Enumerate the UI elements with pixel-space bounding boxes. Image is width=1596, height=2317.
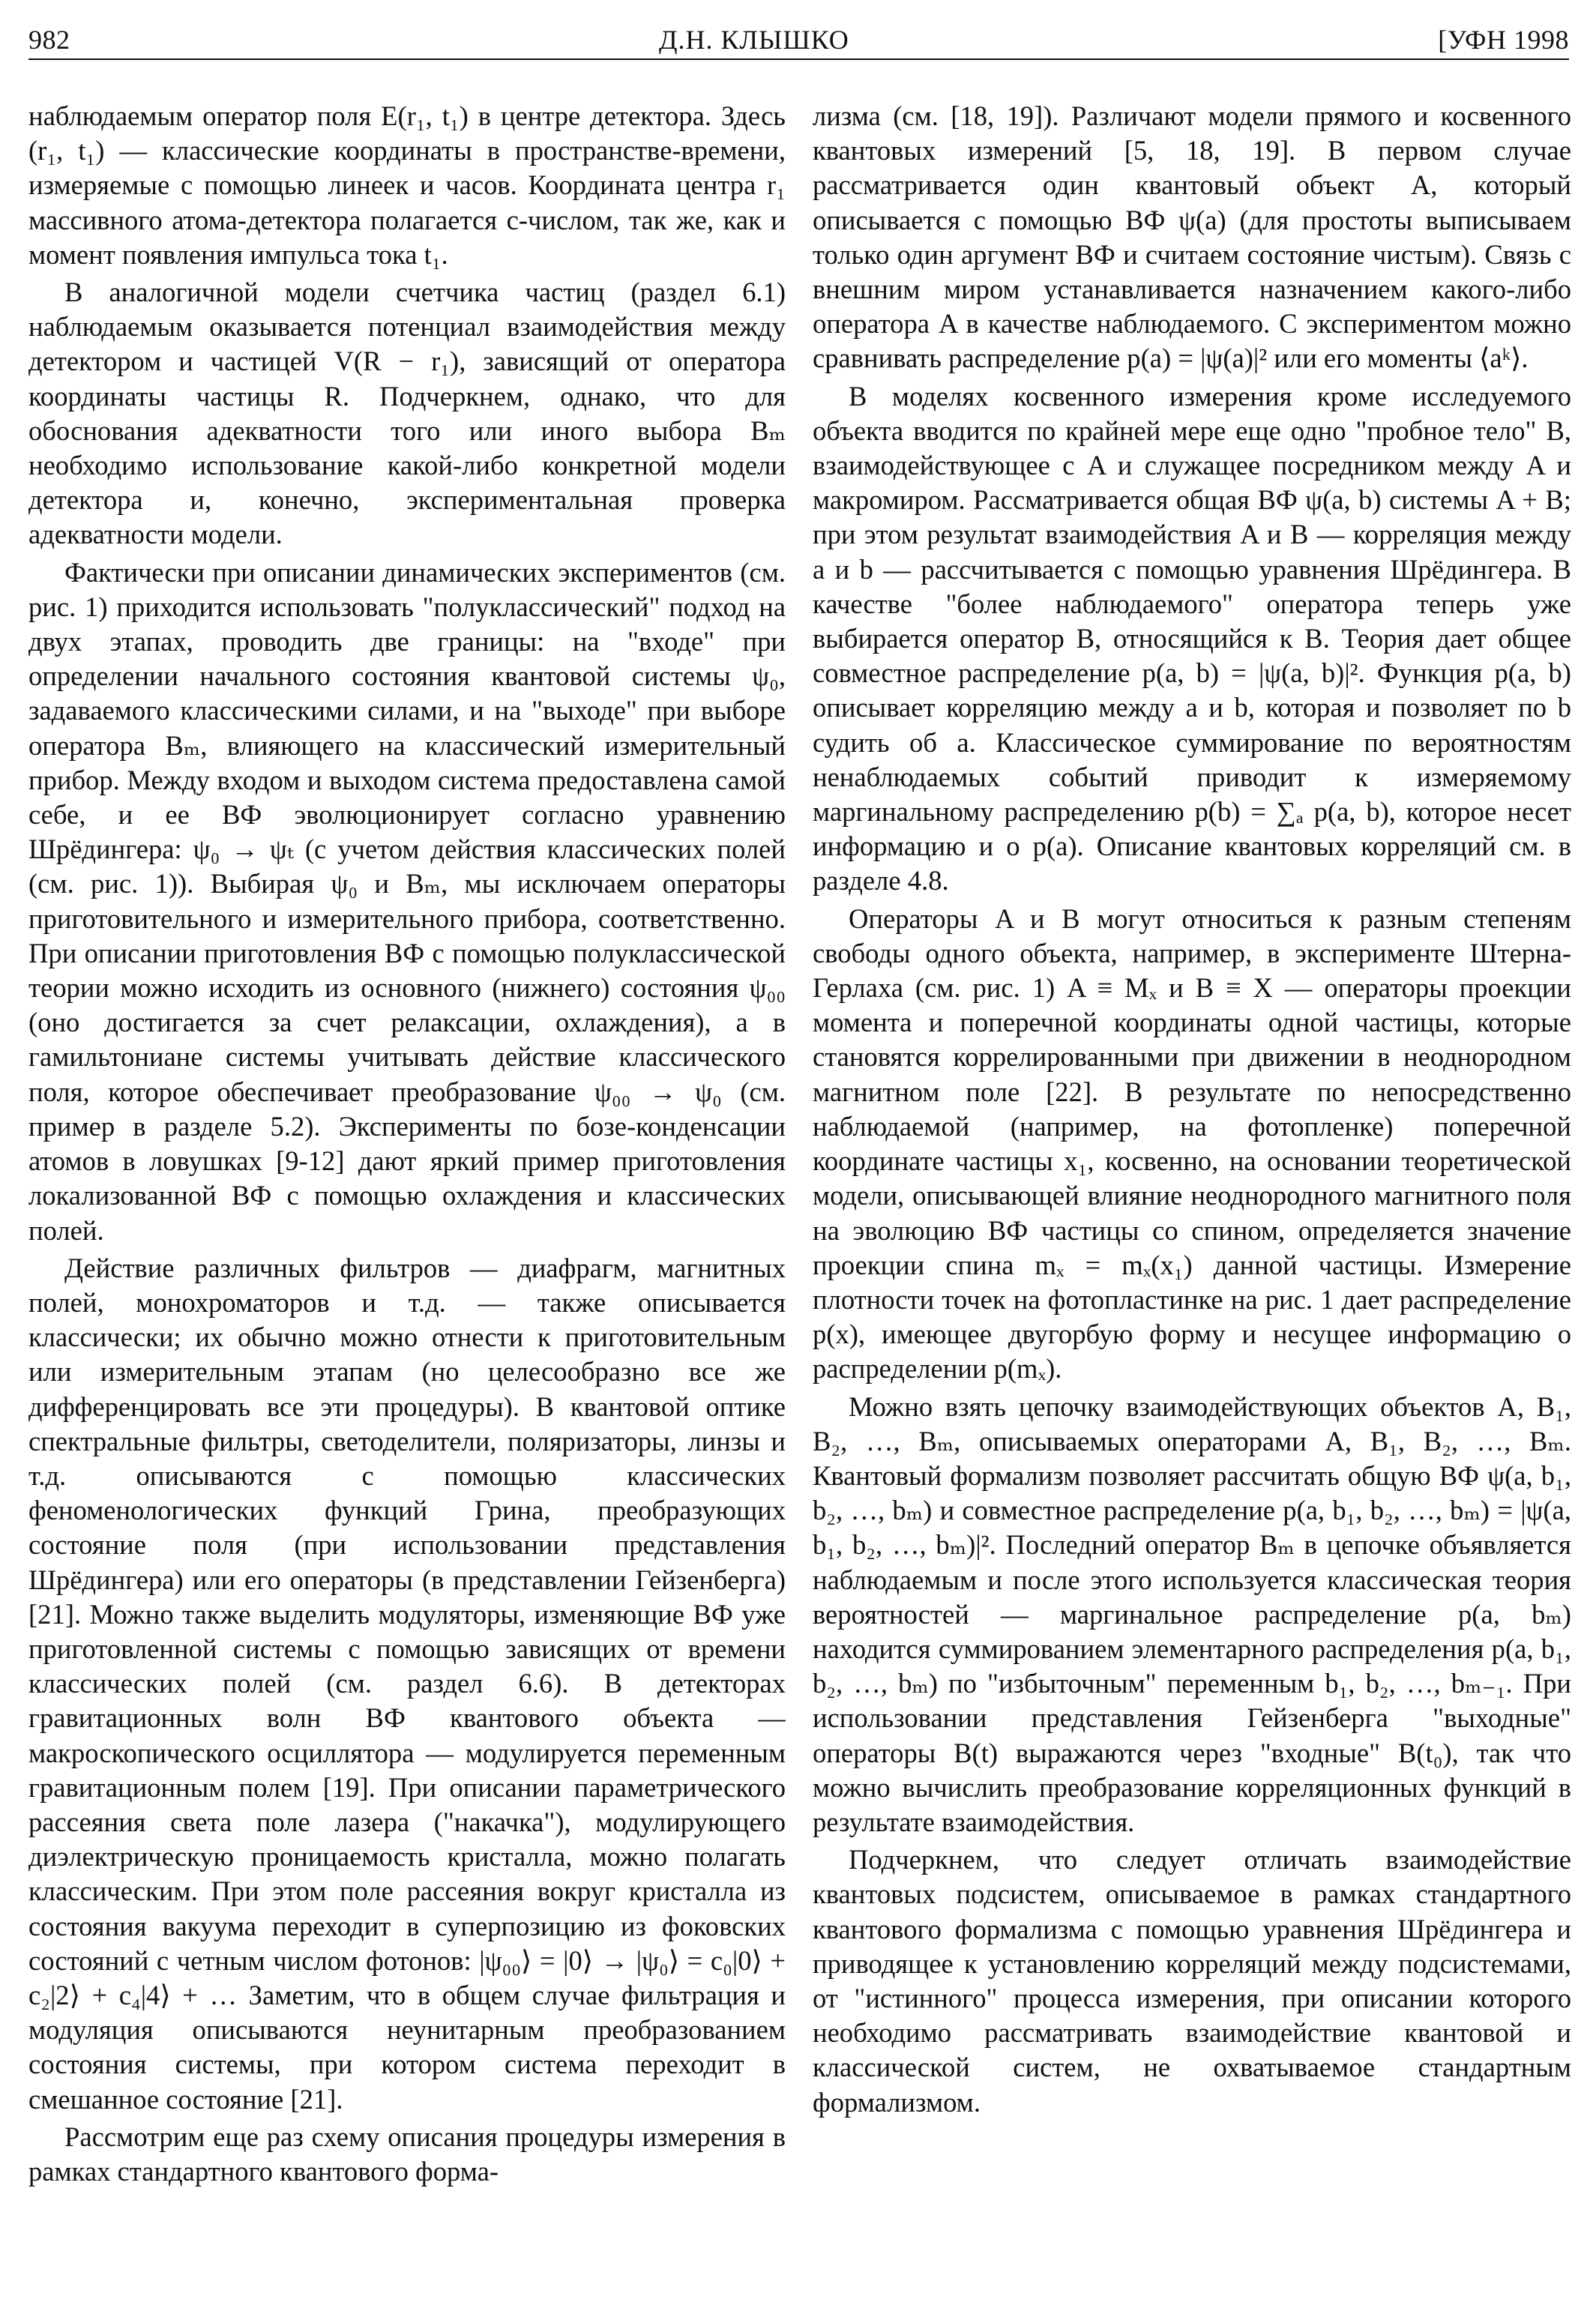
paragraph: Действие различных фильтров — диафрагм, магнитных полей, монохроматоров и т.д. — также описывается классически; их обычно можно отнести к приготовительным или измерительным этапам (но целесообразно все же дифференцировать все эти процедуры). В квантовой оптике спектральные фильтры, светоделители, поляризаторы, линзы и т.д. описываются с помощью классических феноменологических функций Грина, преобразующих состояние поля (при использовании представления Шрёдингера) или его операторы (в представлении Гейзенберга) [21]. Можно также выделить модуляторы, изменяющие ВФ уже приготовленной системы с помощью зависящих от времени классических полей (см. раздел 6.6). В детекторах гравитационных волн ВФ квантового объекта — макроскопического осциллятора — модулируется переменным гравитационным полем [19]. При описании параметрического рассеяния света поле лазера ("накачка"), модулирующего диэлектрическую проницаемость кристалла, можно полагать классическим. При этом поле рассеяния вокруг кристалла из состояния вакуума переходит в суперпозицию из фоковских состояний с четным числом фотонов: |ψ₀₀⟩ = |0⟩ → |ψ₀⟩ = c₀|0⟩ + c₂|2⟩ + c₄|4⟩ + … Заметим, что в общем случае фильтрация и модуляция описываются неунитарным преобразованием состояния системы, при котором система переходит в смешанное состояние [21]. <box>28 1252 786 2115</box>
paragraph: Фактически при описании динамических экспериментов (см. рис. 1) приходится использовать "полуклассический" подход на двух этапах, проводить две границы: на "входе" при определении начального состояния квантовой системы ψ₀, задаваемого классическими силами, и на "выходе" при выборе оператора Bₘ, влияющего на классический измерительный прибор. Между входом и выходом система предоставлена самой себе, и ее ВФ эволюционирует согласно уравнению Шрёдингера: ψ₀ → ψₜ (с учетом действия классических полей (см. рис. 1)). Выбирая ψ₀ и Bₘ, мы исключаем операторы приготовительного и измерительного прибора, соответственно. При описании приготовления ВФ с помощью полуклассической теории можно исходить из основного (нижнего) состояния ψ₀₀ (оно достигается за счет релаксации, охлаждения), а в гамильтониане системы учитывать действие классического поля, которое обеспечивает преобразование ψ₀₀ → ψ₀ (см. пример в разделе 5.2). Эксперименты по бозе-конденсации атомов в ловушках [9-12] дают яркий пример приготовления локализованной ВФ с помощью охлаждения и классических полей. <box>28 556 786 1246</box>
paragraph: лизма (см. [18, 19]). Различают модели прямого и косвенного квантовых измерений [5, 18, 19]. В первом случае рассматривается один квантовый объект A, который описывается с помощью ВФ ψ(a) (для простоты выписываем только один аргумент ВФ и считаем состояние чистым). Связь с внешним миром устанавливается назначением какого-либо оператора A в качестве наблюдаемого. С экспериментом можно сравнивать распределение p(a) = |ψ(a)|² или его моменты ⟨aᵏ⟩. <box>813 100 1571 374</box>
running-author: Д.Н. КЛЫШКО <box>658 25 849 55</box>
paragraph: наблюдаемым оператор поля E(r₁, t₁) в центре детектора. Здесь (r₁, t₁) — классические координаты в пространстве-времени, измеряемые с помощью линеек и часов. Координата центра r₁ массивного атома-детектора полагается c-числом, так же, как и момент появления импульса тока t₁. <box>28 100 786 270</box>
paragraph: В моделях косвенного измерения кроме исследуемого объекта вводится по крайней мере еще одно "пробное тело" B, взаимодействующее с A и служащее посредником между A и макромиром. Рассматривается общая ВФ ψ(a, b) системы A + B; при этом результат взаимодействия A и B — корреляция между a и b — рассчитывается с помощью уравнения Шрёдингера. В качестве "более наблюдаемого" оператора теперь уже выбирается оператор B, относящийся к B. Теория дает общее совместное распределение p(a, b) = |ψ(a, b)|². Функция p(a, b) описывает корреляцию между a и b, которая и позволяет по b судить об a. Классическое суммирование по вероятностям ненаблюдаемых событий приводит к измеряемому маргинальному распределению p(b) = ∑ₐ p(a, b), которое несет информацию и о p(a). Описание квантовых корреляций см. в разделе 4.8. <box>813 380 1571 897</box>
paragraph: В аналогичной модели счетчика частиц (раздел 6.1) наблюдаемым оказывается потенциал взаимодействия между детектором и частицей V(R − r₁), зависящий от оператора координаты частицы R. Подчеркнем, однако, что для обоснования адекватности того или иного выбора Bₘ необходимо использование какой-либо конкретной модели детектора и, конечно, экспериментальная проверка адекватности модели. <box>28 277 786 550</box>
left-column <box>28 99 786 2303</box>
header-rule <box>28 58 1569 60</box>
paragraph: Рассмотрим еще раз схему описания процедуры измерения в рамках стандартного квантового форма- <box>28 2121 786 2187</box>
right-column <box>813 99 1571 2303</box>
running-journal: [УФН 1998 <box>1438 25 1569 55</box>
page-number: 982 <box>28 25 70 55</box>
paragraph: Подчеркнем, что следует отличать взаимодействие квантовых подсистем, описываемое в рамках стандартного квантового формализма с помощью уравнения Шрёдингера и приводящее к установлению корреляций между подсистемами, от "истинного" процесса измерения, при описании которого необходимо рассматривать взаимодействие квантовой и классической систем, не охватываемое стандартным формализмом. <box>813 1844 1571 2118</box>
running-header <box>28 12 1569 55</box>
paragraph: Операторы A и B могут относиться к разным степеням свободы одного объекта, например, в эксперименте Штерна-Герлаха (см. рис. 1) A ≡ Mₓ и B ≡ X — операторы проекции момента и поперечной координаты одной частицы, которые становятся коррелированными при движении в неоднородном магнитном поле [22]. В результате по непосредственно наблюдаемой (например, на фотопленке) поперечной координате частицы x₁, косвенно, на основании теоретической модели, описывающей влияние неоднородного магнитного поля на эволюцию ВФ частицы со спином, определяется значение проекции спина mₓ = mₓ(x₁) данной частицы. Измерение плотности точек на фотопластинке на рис. 1 дает распределение p(x), имеющее двугорбую форму и несущее информацию о распределении p(mₓ). <box>813 903 1571 1385</box>
paragraph: Можно взять цепочку взаимодействующих объектов A, B₁, B₂, …, Bₘ, описываемых операторами A, B₁, B₂, …, Bₘ. Квантовый формализм позволяет рассчитать общую ВФ ψ(a, b₁, b₂, …, bₘ) и совместное распределение p(a, b₁, b₂, …, bₘ) = |ψ(a, b₁, b₂, …, bₘ)|². Последний оператор Bₘ в цепочке объявляется наблюдаемым и после этого используется классическая теория вероятностей — маргинальное распределение p(a, bₘ) находится суммированием элементарного распределения p(a, b₁, b₂, …, bₘ) по "избыточным" переменным b₁, b₂, …, bₘ₋₁. При использовании представления Гейзенберга "выходные" операторы B(t) выражаются через "входные" B(t₀), так что можно вычислить преобразование корреляционных функций в результате взаимодействия. <box>813 1390 1571 1837</box>
